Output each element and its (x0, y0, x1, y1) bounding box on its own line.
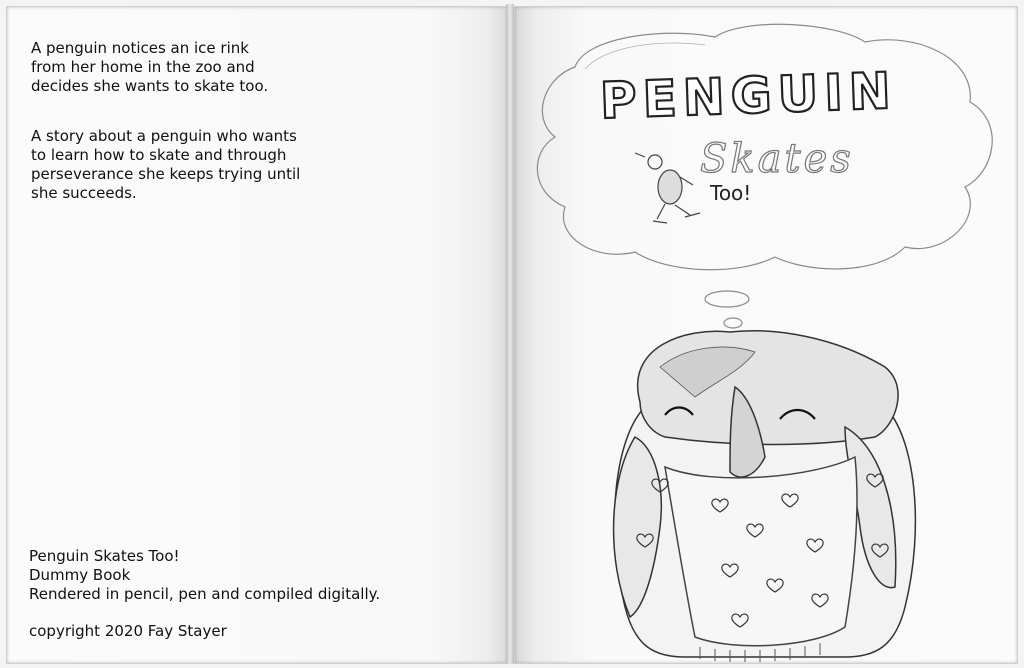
blurb-paragraph-2: A story about a penguin who wants to learn how to skate and through perseverance she keeps trying until she succeeds. (31, 127, 301, 202)
main-penguin-character (614, 331, 916, 662)
credits-copyright: copyright 2020 Fay Stayer (29, 622, 227, 640)
book-gutter (506, 4, 514, 664)
credits-format: Dummy Book (29, 566, 131, 584)
cover-title-skates: Skates (700, 136, 854, 182)
credits-medium: Rendered in pencil, pen and compiled digitally. (29, 585, 381, 603)
credits-block (29, 547, 469, 641)
cover-title-penguin: PENGUIN (599, 61, 898, 131)
blurb-paragraph-1: A penguin notices an ice rink from her home in the zoo and decides she wants to skate too. (31, 39, 269, 95)
thought-bubble-large (705, 291, 749, 307)
thought-bubble-medium (724, 318, 742, 328)
small-skating-penguin (635, 153, 700, 223)
back-cover-page (6, 6, 508, 664)
credits-title: Penguin Skates Too! (29, 547, 180, 565)
front-cover-page (514, 6, 1018, 664)
cover-illustration (515, 7, 1017, 663)
cover-title-too: Too! (710, 181, 752, 205)
